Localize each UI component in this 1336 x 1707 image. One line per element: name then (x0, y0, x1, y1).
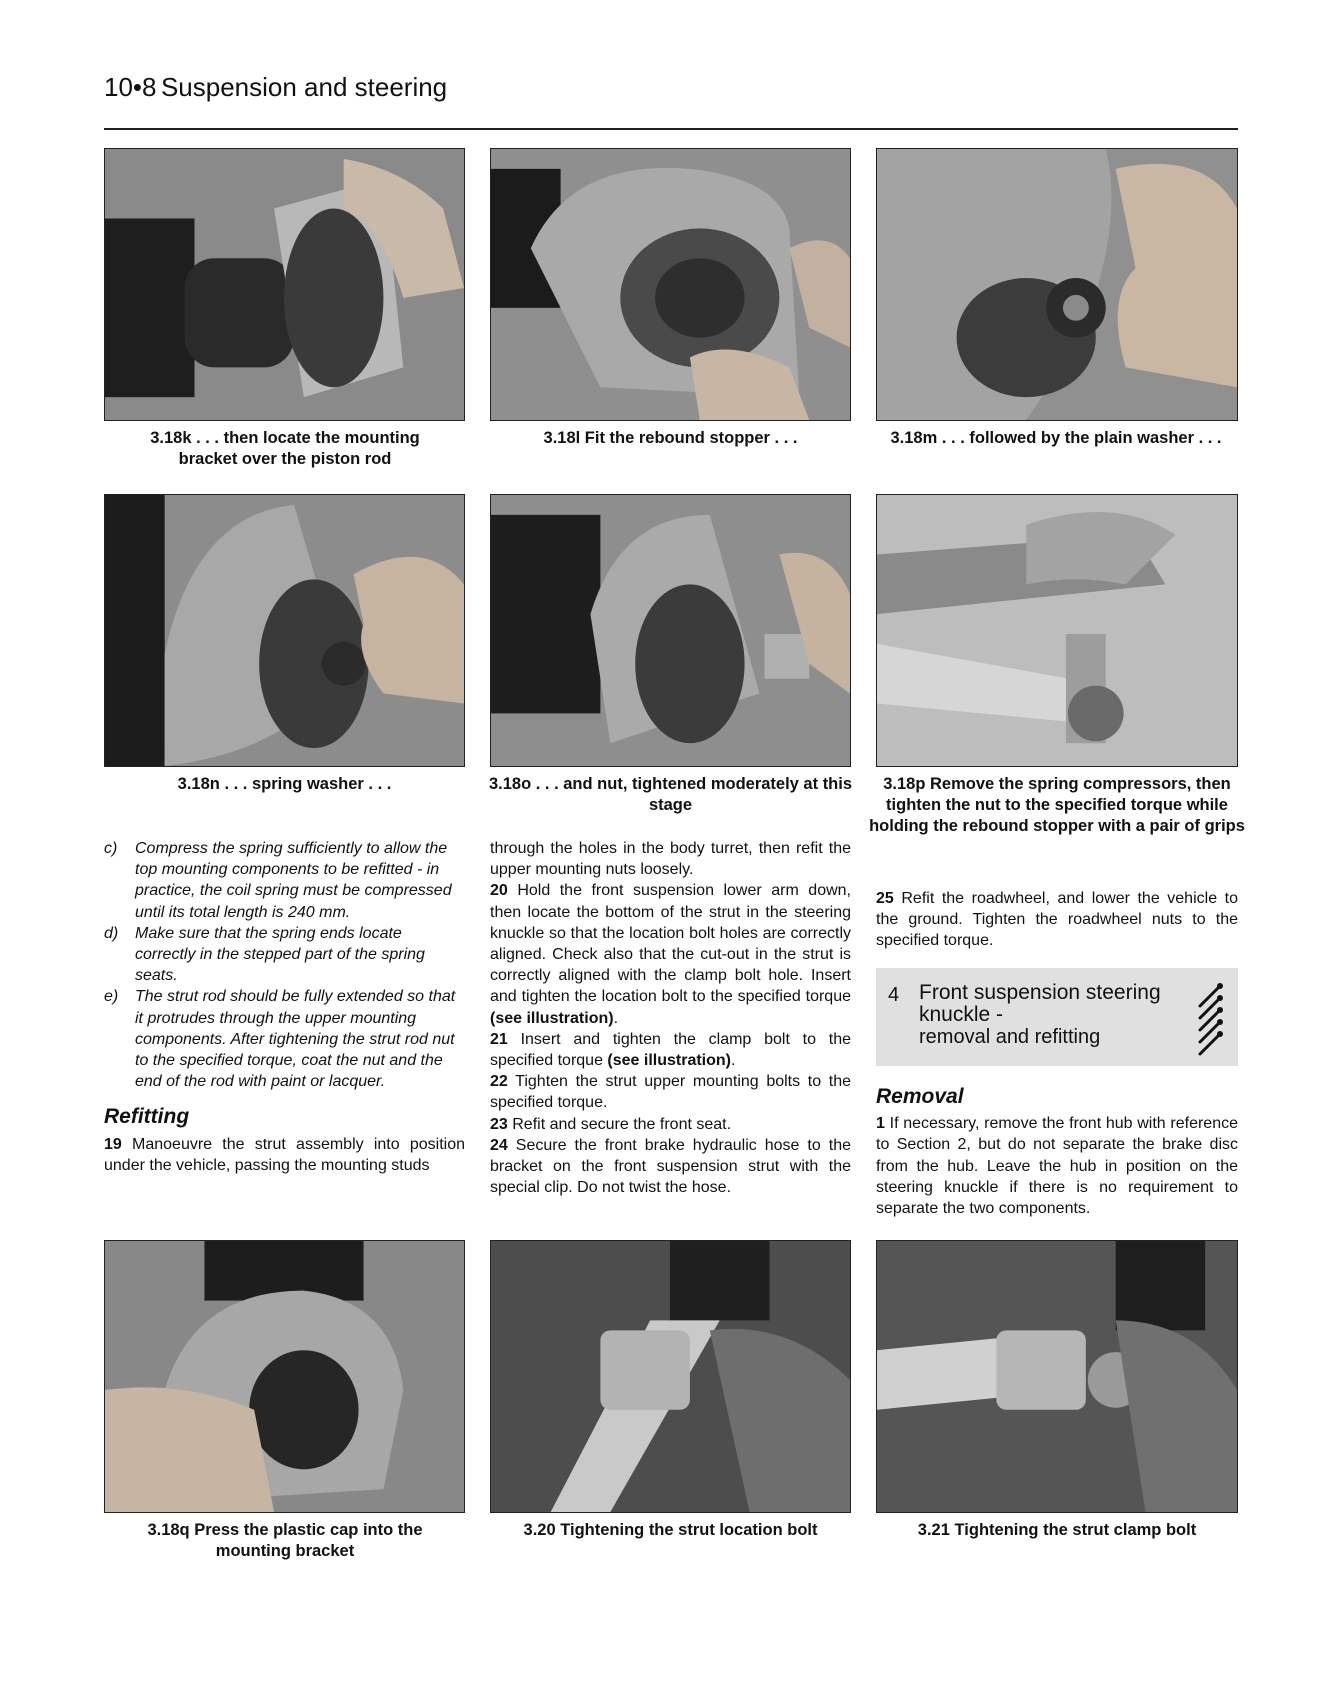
paragraph-23: 23 Refit and secure the front seat. (490, 1115, 732, 1133)
photo-3-18o (490, 494, 851, 767)
photo-3-18m (876, 148, 1238, 421)
list-item-e (104, 986, 465, 1092)
caption-3-18p: 3.18p Remove the spring compressors, then tighten the nut to the specified torque while holding the rebound stopper with a pair of grips (869, 775, 1245, 835)
photo-3-21 (876, 1240, 1238, 1513)
paragraph-19: 19 Manoeuvre the strut assembly into position under the vehicle, passing the mounting studs (104, 1135, 465, 1174)
list-label: e) (104, 988, 119, 1006)
text-column-2 (490, 838, 851, 1198)
caption-3-18o: 3.18o . . . and nut, tightened moderately at this stage (488, 775, 853, 814)
list-label: c) (104, 840, 118, 857)
caption-3-20: 3.20 Tightening the strut location bolt (523, 1521, 818, 1539)
photo-3-18p (876, 494, 1238, 767)
removal-heading: Removal (876, 1085, 964, 1108)
caption-3-18q: 3.18q Press the plastic cap into the mounting bracket (147, 1521, 423, 1560)
paragraph-24: 24 Secure the front brake hydraulic hose to the bracket on the front suspension strut with the special clip. Do not twist the hose. (490, 1136, 852, 1197)
photo-3-18k (104, 148, 465, 421)
list-text: The strut rod should be fully extended so that it protrudes through the upper mounting components. After tightening the strut rod nut to the specified torque, coat the nut and the end of the rod with paint or lacquer. (135, 988, 456, 1091)
photo-3-18n (104, 494, 465, 767)
photo-3-20 (490, 1240, 851, 1513)
spanner-rating-icon (1196, 978, 1226, 1058)
paragraph-21: 21 Insert and tighten the clamp bolt to the specified torque (see illustration). (490, 1030, 852, 1070)
text-column-3 (876, 888, 1238, 952)
caption-3-18m: 3.18m . . . followed by the plain washer . . . (890, 429, 1222, 447)
section-title: Front suspension steering knuckle - removal and refitting (919, 981, 1161, 1048)
refitting-heading: Refitting (104, 1105, 190, 1129)
paragraph-1: 1 If necessary, remove the front hub with reference to Section 2, but do not separate the brake disc from the hub. Leave the hub in position on the steering knuckle if there is no requirement to separate the two components. (876, 1115, 1238, 1218)
page-ref: 10•8 (104, 72, 157, 102)
caption-3-18k: 3.18k . . . then locate the mounting bracket over the piston rod (150, 429, 420, 468)
list-label: d) (104, 924, 119, 942)
section-heading-box (876, 968, 1238, 1066)
caption-3-18n: 3.18n . . . spring washer . . . (177, 775, 392, 793)
text-column-1 (104, 838, 465, 1176)
list-item-d (104, 923, 465, 987)
paragraph-25: 25 Refit the roadwheel, and lower the vehicle to the ground. Tighten the roadwheel nuts to the specified torque. (876, 890, 1238, 950)
paragraph-22: 22 Tighten the strut upper mounting bolts to the specified torque. (490, 1073, 852, 1112)
caption-3-21: 3.21 Tightening the strut clamp bolt (917, 1521, 1197, 1539)
photo-3-18l (490, 148, 851, 421)
caption-3-18l: 3.18l Fit the rebound stopper . . . (543, 429, 798, 447)
list-item-c (104, 838, 465, 923)
text-column-3-lower (876, 1072, 1238, 1219)
section-number: 4 (888, 984, 900, 1006)
page-title: Suspension and steering (160, 72, 448, 102)
photo-3-18q (104, 1240, 465, 1513)
paragraph-19-continued: through the holes in the body turret, then refit the upper mounting nuts loosely. (490, 840, 851, 879)
list-text: Compress the spring sufficiently to allow the top mounting components to be refitted - in practice, the coil spring must be compressed until its total length is 240 mm. (135, 840, 452, 921)
page-header (104, 72, 1238, 130)
list-text: Make sure that the spring ends locate correctly in the stepped part of the spring seats. (135, 924, 425, 985)
see-illustration-link: (see illustration) (607, 1052, 731, 1070)
paragraph-20: 20 Hold the front suspension lower arm down, then locate the bottom of the strut in the steering knuckle so that the location bolt holes are correctly aligned. Check also that the cut-out in the strut is correctly aligned with the clamp bolt hole. Insert and tighten the location bolt to the specified torque (see illustration). (490, 882, 851, 1027)
see-illustration-link: (see illustration) (490, 1009, 614, 1027)
